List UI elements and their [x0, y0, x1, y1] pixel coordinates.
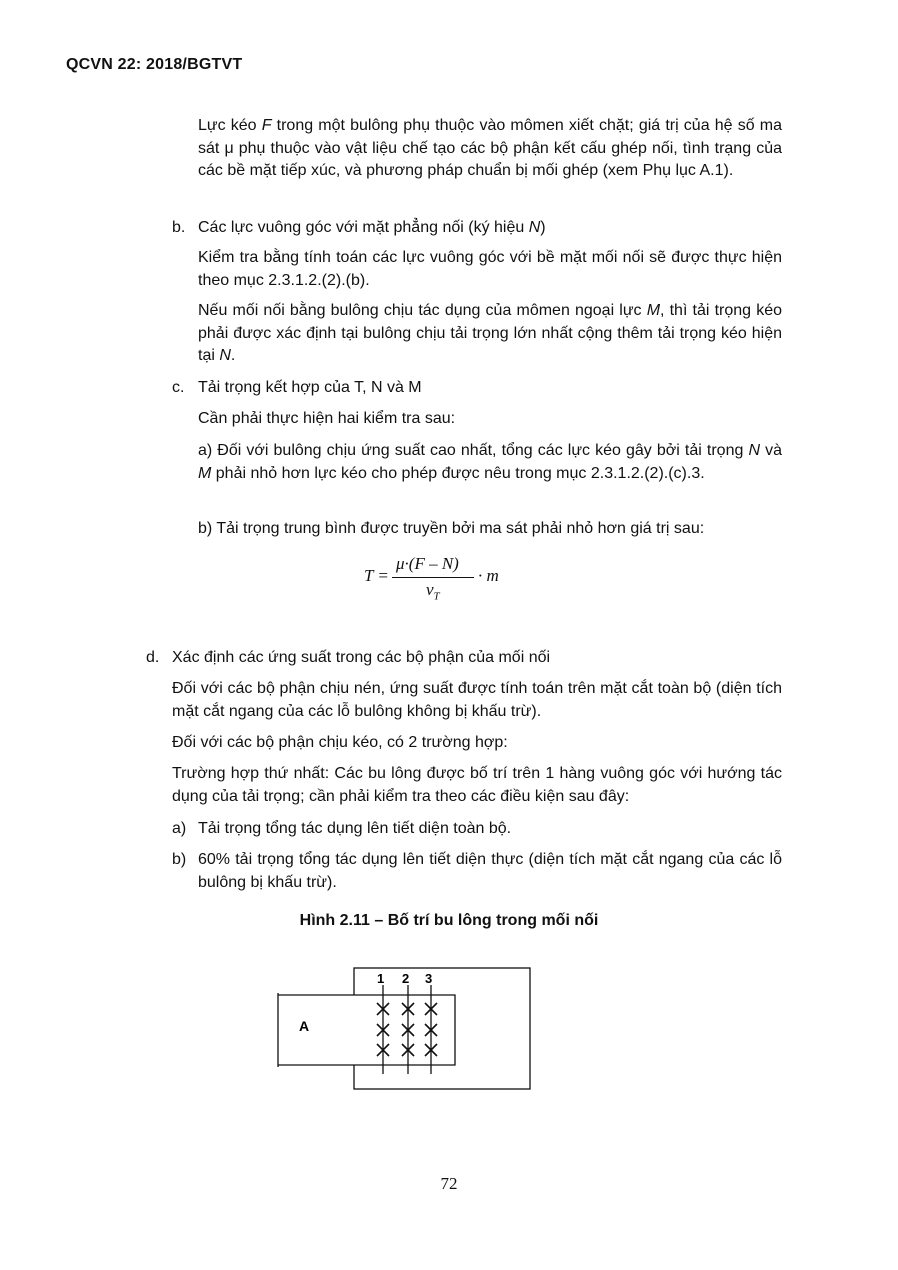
row-label-1: 1	[377, 971, 385, 986]
item-d-paragraph-1: Đối với các bộ phận chịu nén, ứng suất được tính toán trên mặt cắt toàn bộ (diện tích mặt cắt ngang của các lỗ bulông không bị khấu trừ).	[172, 680, 782, 720]
sub-a-text: Tải trọng tổng tác dụng lên tiết diện toàn bộ.	[198, 820, 512, 837]
item-d-paragraph-2: Đối với các bộ phận chịu kéo, có 2 trường hợp:	[172, 734, 508, 751]
sub-a-label: a)	[172, 820, 187, 837]
item-b-paragraph-1: Kiểm tra bằng tính toán các lực vuông góc với bề mặt mối nối sẽ được thực hiện theo mục 2.3.1.2.(2).(b).	[198, 249, 782, 289]
row-label-2: 2	[402, 971, 410, 986]
item-b-label: b.	[172, 219, 186, 236]
item-c-paragraph-b: b) Tải trọng trung bình được truyền bởi ma sát phải nhỏ hơn giá trị sau:	[198, 520, 705, 537]
item-d-title: Xác định các ứng suất trong các bộ phận của mối nối	[172, 649, 551, 666]
item-c-paragraph-1: Cần phải thực hiện hai kiểm tra sau:	[198, 410, 456, 427]
figure-caption: Hình 2.11 – Bố trí bu lông trong mối nối	[299, 912, 599, 929]
item-d-paragraph-3: Trường hợp thứ nhất: Các bu lông được bố trí trên 1 hàng vuông góc với hướng tác dụng của tải trọng; cần phải kiểm tra theo các điều kiện sau đây:	[172, 765, 782, 805]
item-c-label: c.	[172, 379, 185, 396]
item-c-paragraph-a: a) Đối với bulông chịu ứng suất cao nhất, tổng các lực kéo gây bởi tải trọng N và M phải nhỏ hơn lực kéo cho phép được nêu trong mục 2.3.1.2.(2).(c).3.	[198, 442, 783, 482]
document-header: QCVN 22: 2018/BGTVT	[66, 56, 243, 73]
sub-b-text: 60% tải trọng tổng tác dụng lên tiết diện thực (diện tích mặt cắt ngang của các lỗ bulông bị khấu trừ).	[198, 851, 782, 891]
formula-numerator: μ·(F – N)	[396, 554, 459, 573]
formula-lhs: T =	[364, 566, 389, 585]
item-d-label: d.	[146, 649, 160, 666]
page-number: 72	[440, 1174, 458, 1193]
plate-a-label: A	[299, 1018, 310, 1034]
row-label-3: 3	[425, 971, 433, 986]
formula-tail: · m	[478, 566, 499, 585]
item-c-title: Tải trọng kết hợp của T, N và M	[198, 379, 422, 396]
formula-denominator: $\nu_T$	[426, 580, 440, 603]
item-b-paragraph-2: Nếu mối nối bằng bulông chịu tác dụng của mômen ngoại lực M, thì tải trọng kéo phải được xác định tại bulông chịu tải trọng lớn nhất cộng thêm tải trọng kéo hiện tại N.	[198, 302, 782, 364]
paragraph-tension-force: Lực kéo F trong một bulông phụ thuộc vào mômen xiết chặt; giá trị của hệ số ma sát μ phụ thuộc vào vật liệu chế tạo các bộ phận kết cấu ghép nối, tình trạng của các bề mặt tiếp xúc, và phương pháp chuẩn bị mối ghép (xem Phụ lục A.1).	[198, 117, 782, 179]
sub-b-label: b)	[172, 851, 187, 868]
item-b-title: Các lực vuông góc với mặt phẳng nối (ký hiệu N)	[198, 219, 546, 236]
